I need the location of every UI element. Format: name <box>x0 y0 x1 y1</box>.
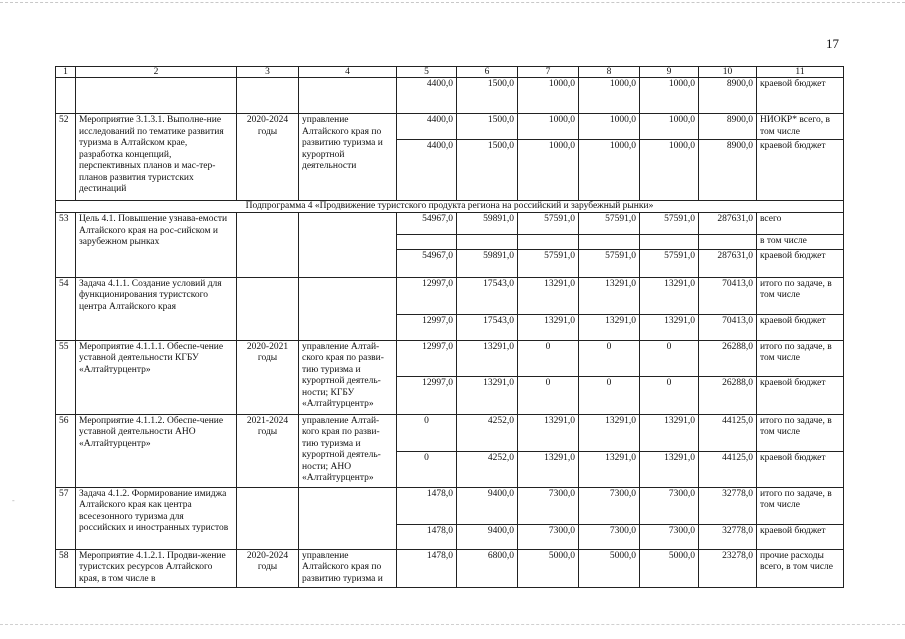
value-cell: 32778,0 <box>699 524 757 549</box>
header-cell: 11 <box>757 67 844 78</box>
source-cell: НИОКР* всего, в том числе <box>757 114 844 140</box>
value-cell: 54967,0 <box>397 249 457 277</box>
value-cell: 1000,0 <box>518 78 579 114</box>
table-row <box>56 114 844 140</box>
value-cell <box>640 235 699 250</box>
row-number: 52 <box>56 114 76 201</box>
header-cell: 9 <box>640 67 699 78</box>
executor-cell: управление Алтай-кого края по разви-тию туризма и курортной деятель-ности; АНО «Алтайтурцентр» <box>299 414 397 487</box>
source-cell: в том числе <box>757 235 844 250</box>
value-cell: 13291,0 <box>518 451 579 487</box>
value-cell: 13291,0 <box>579 277 640 314</box>
header-cell: 1 <box>56 67 76 78</box>
row-number: 53 <box>56 213 76 278</box>
source-cell: итого по задаче, в том числе <box>757 414 844 451</box>
value-cell: 17543,0 <box>457 277 518 314</box>
row-number: 54 <box>56 277 76 340</box>
value-cell: 1478,0 <box>397 549 457 587</box>
value-cell: 57591,0 <box>579 213 640 235</box>
program-table <box>55 66 844 588</box>
value-cell: 4400,0 <box>397 114 457 140</box>
header-cell: 6 <box>457 67 518 78</box>
value-cell: 287631,0 <box>699 249 757 277</box>
value-cell: 1478,0 <box>397 487 457 524</box>
item-name: Мероприятие 4.1.2.1. Продви-жение туристских ресурсов Алтайского края, в том числе в <box>76 549 237 587</box>
value-cell: 4252,0 <box>457 451 518 487</box>
value-cell <box>457 235 518 250</box>
value-cell: 1000,0 <box>518 140 579 201</box>
executor-cell: управление Алтай-ского края по разви-тию туризма и курортной деятель-ности; КГБУ «Алтайтурцентр» <box>299 340 397 414</box>
item-name: Цель 4.1. Повышение узнава-емости Алтайского края на рос-сийском и зарубежном рынках <box>76 213 237 278</box>
value-cell: 4400,0 <box>397 78 457 114</box>
period-cell: 2020-2024 годы <box>237 549 299 587</box>
item-name: Мероприятие 4.1.1.2. Обеспе-чение уставной деятельности АНО «Алтайтурцентр» <box>76 414 237 487</box>
value-cell: 1000,0 <box>579 140 640 201</box>
value-cell: 9400,0 <box>457 487 518 524</box>
value-cell: 13291,0 <box>579 451 640 487</box>
value-cell: 1000,0 <box>579 78 640 114</box>
item-name: Мероприятие 3.1.3.1. Выполне-ние исследований по тематике развития туризма в Алтайском крае, разработка концепций, перспективных планов и мас-тер-планов развития туристских дестинаций <box>76 114 237 201</box>
row-number: 56 <box>56 414 76 487</box>
value-cell: 12997,0 <box>397 340 457 376</box>
value-cell: 13291,0 <box>640 277 699 314</box>
value-cell: 0 <box>397 414 457 451</box>
value-cell: 13291,0 <box>518 414 579 451</box>
header-cell: 2 <box>76 67 237 78</box>
value-cell: 8900,0 <box>699 140 757 201</box>
value-cell: 26288,0 <box>699 340 757 376</box>
value-cell: 8900,0 <box>699 78 757 114</box>
value-cell: 0 <box>640 340 699 376</box>
table-row <box>56 78 844 114</box>
value-cell: 1500,0 <box>457 140 518 201</box>
source-cell: краевой бюджет <box>757 524 844 549</box>
value-cell: 23278,0 <box>699 549 757 587</box>
value-cell <box>518 235 579 250</box>
value-cell: 57591,0 <box>518 213 579 235</box>
value-cell: 0 <box>579 376 640 414</box>
value-cell: 13291,0 <box>457 376 518 414</box>
value-cell: 13291,0 <box>518 314 579 340</box>
value-cell: 13291,0 <box>640 414 699 451</box>
value-cell <box>397 235 457 250</box>
item-name: Задача 4.1.2. Формирование имиджа Алтайского края как центра всесезонного туризма для российских и иностранных туристов <box>76 487 237 549</box>
value-cell: 5000,0 <box>640 549 699 587</box>
source-cell: краевой бюджет <box>757 78 844 114</box>
item-name: Задача 4.1.1. Создание условий для функционирования туристского центра Алтайского края <box>76 277 237 340</box>
value-cell: 287631,0 <box>699 213 757 235</box>
value-cell: 70413,0 <box>699 277 757 314</box>
header-cell: 8 <box>579 67 640 78</box>
value-cell: 9400,0 <box>457 524 518 549</box>
value-cell: 4252,0 <box>457 414 518 451</box>
value-cell: 13291,0 <box>579 314 640 340</box>
item-name: Мероприятие 4.1.1.1. Обеспе-чение уставной деятельности КГБУ «Алтайтурцентр» <box>76 340 237 414</box>
executor-cell: управление Алтайского края по развитию туризма и <box>299 549 397 587</box>
value-cell: 7300,0 <box>579 487 640 524</box>
subprogram-row <box>56 201 844 213</box>
value-cell: 5000,0 <box>579 549 640 587</box>
header-cell: 7 <box>518 67 579 78</box>
value-cell: 17543,0 <box>457 314 518 340</box>
value-cell: 70413,0 <box>699 314 757 340</box>
value-cell: 13291,0 <box>640 314 699 340</box>
top-scan-rule <box>0 2 905 3</box>
value-cell: 13291,0 <box>579 414 640 451</box>
value-cell: 57591,0 <box>518 249 579 277</box>
value-cell: 13291,0 <box>457 340 518 376</box>
value-cell: 32778,0 <box>699 487 757 524</box>
executor-cell: управление Алтайского края по развитию туризма и курортной деятельности <box>299 114 397 201</box>
bottom-scan-rule <box>0 624 905 625</box>
table-row <box>56 213 844 235</box>
value-cell: 12997,0 <box>397 277 457 314</box>
value-cell: 1000,0 <box>640 114 699 140</box>
source-cell: итого по задаче, в том числе <box>757 340 844 376</box>
value-cell: 0 <box>397 451 457 487</box>
source-cell: прочие расходы всего, в том числе <box>757 549 844 587</box>
value-cell: 1000,0 <box>640 140 699 201</box>
source-cell: итого по задаче, в том числе <box>757 277 844 314</box>
value-cell: 13291,0 <box>640 451 699 487</box>
value-cell: 7300,0 <box>518 487 579 524</box>
table-row <box>56 277 844 314</box>
value-cell: 44125,0 <box>699 414 757 451</box>
value-cell: 0 <box>518 376 579 414</box>
value-cell: 4400,0 <box>397 140 457 201</box>
row-number: 55 <box>56 340 76 414</box>
row-number: 58 <box>56 549 76 587</box>
value-cell: 57591,0 <box>640 249 699 277</box>
row-number: 57 <box>56 487 76 549</box>
value-cell: 54967,0 <box>397 213 457 235</box>
value-cell: 26288,0 <box>699 376 757 414</box>
value-cell: 1000,0 <box>579 114 640 140</box>
source-cell: итого по задаче, в том числе <box>757 487 844 524</box>
header-cell: 4 <box>299 67 397 78</box>
value-cell: 12997,0 <box>397 376 457 414</box>
value-cell: 7300,0 <box>579 524 640 549</box>
period-cell: 2021-2024 годы <box>237 414 299 487</box>
value-cell: 7300,0 <box>518 524 579 549</box>
source-cell: краевой бюджет <box>757 140 844 201</box>
table-row <box>56 340 844 376</box>
period-cell: 2020-2024 годы <box>237 114 299 201</box>
value-cell: 44125,0 <box>699 451 757 487</box>
value-cell: 57591,0 <box>640 213 699 235</box>
header-cell: 10 <box>699 67 757 78</box>
value-cell: 0 <box>579 340 640 376</box>
table-row <box>56 549 844 587</box>
value-cell: 1000,0 <box>518 114 579 140</box>
period-cell: 2020-2021 годы <box>237 340 299 414</box>
value-cell: 7300,0 <box>640 487 699 524</box>
source-cell: краевой бюджет <box>757 314 844 340</box>
value-cell: 59891,0 <box>457 213 518 235</box>
value-cell: 57591,0 <box>579 249 640 277</box>
table-header-row <box>56 67 844 78</box>
value-cell: 5000,0 <box>518 549 579 587</box>
value-cell: 0 <box>518 340 579 376</box>
subprogram-title: Подпрограмма 4 «Продвижение туристского продукта региона на российский и зарубежный рынки» <box>56 201 844 213</box>
value-cell: 1500,0 <box>457 114 518 140</box>
value-cell: 59891,0 <box>457 249 518 277</box>
source-cell: краевой бюджет <box>757 249 844 277</box>
source-cell: краевой бюджет <box>757 451 844 487</box>
source-cell: всего <box>757 213 844 235</box>
header-cell: 3 <box>237 67 299 78</box>
value-cell: 7300,0 <box>640 524 699 549</box>
value-cell: 1000,0 <box>640 78 699 114</box>
table-row <box>56 487 844 524</box>
value-cell: 8900,0 <box>699 114 757 140</box>
page-number: 17 <box>826 36 839 51</box>
header-cell: 5 <box>397 67 457 78</box>
value-cell <box>699 235 757 250</box>
margin-mark: - <box>12 496 15 505</box>
value-cell: 1478,0 <box>397 524 457 549</box>
value-cell: 6800,0 <box>457 549 518 587</box>
source-cell: краевой бюджет <box>757 376 844 414</box>
table-row <box>56 414 844 451</box>
value-cell: 1500,0 <box>457 78 518 114</box>
value-cell <box>579 235 640 250</box>
value-cell: 13291,0 <box>518 277 579 314</box>
value-cell: 12997,0 <box>397 314 457 340</box>
value-cell: 0 <box>640 376 699 414</box>
